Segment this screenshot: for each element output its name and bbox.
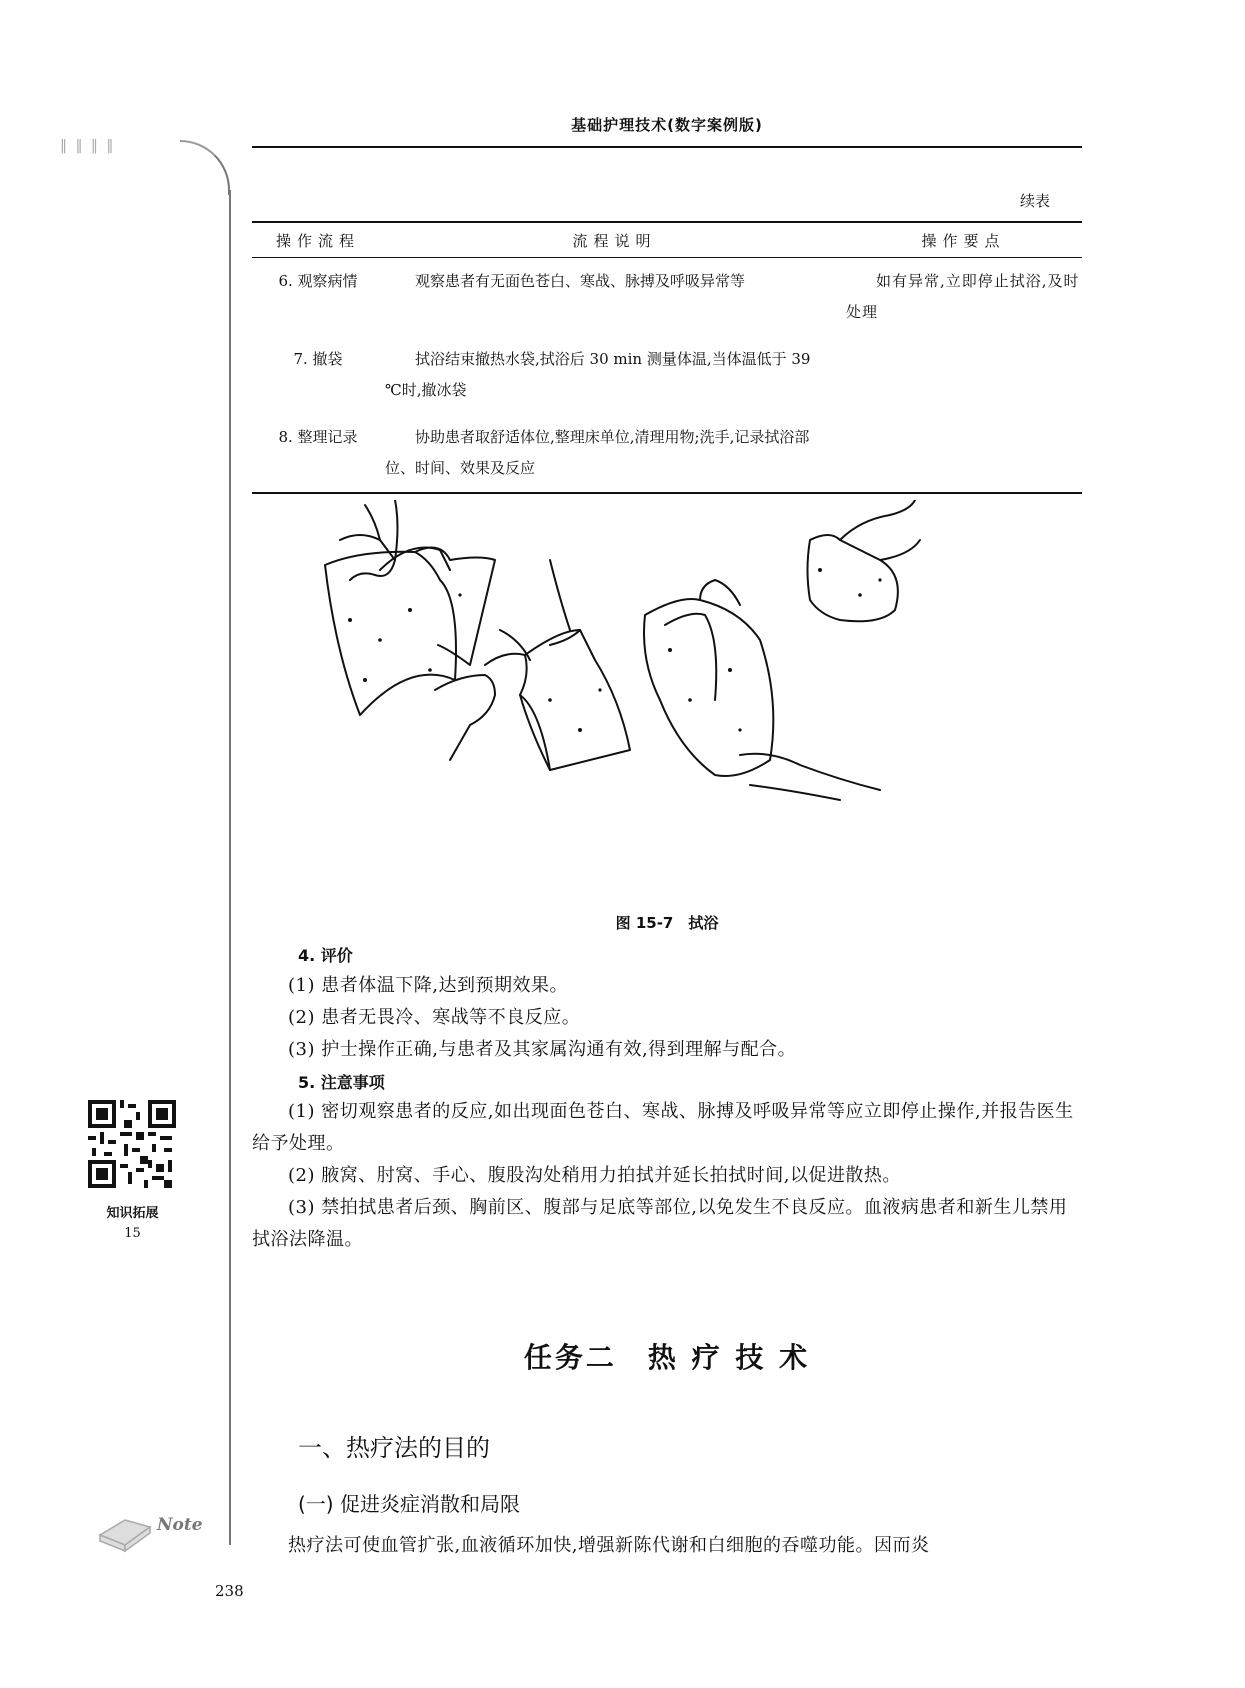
evaluation-heading: 4. 评价 [298, 946, 353, 965]
evaluation-item: (2) 患者无畏冷、寒战等不良反应。 [288, 1007, 581, 1028]
notes-item: (3) 禁拍拭患者后颈、胸前区、腹部与足底等部位,以免发生不良反应。血液病患者和新生儿禁用拭浴法降温。 [252, 1197, 1068, 1250]
section-heading: 一、热疗法的目的 [298, 1434, 490, 1462]
qr-code-image [88, 1100, 176, 1188]
column-header: 流程说明 [384, 222, 845, 258]
column-header: 操作流程 [252, 222, 384, 258]
table-row [252, 258, 1082, 337]
body-paragraph: 热疗法可使血管扩张,血液循环加快,增强新陈代谢和白细胞的吞噬功能。因而炎 [288, 1535, 930, 1556]
step-cell: 7. 撤袋 [293, 350, 343, 368]
key-cell [845, 414, 1082, 493]
table-row [252, 336, 1082, 414]
evaluation-item: (1) 患者体温下降,达到预期效果。 [288, 975, 568, 996]
evaluation-item: (3) 护士操作正确,与患者及其家属沟通有效,得到理解与配合。 [288, 1039, 797, 1060]
qr-number: 15 [124, 1226, 141, 1241]
qr-label: 知识拓展 [106, 1206, 159, 1221]
procedure-table [252, 221, 1082, 494]
task-title: 任务二 热 疗 技 术 [523, 1341, 811, 1374]
note-label: Note [157, 1515, 203, 1535]
key-cell [845, 336, 1082, 414]
margin-curve [180, 140, 230, 195]
subsection-heading: (一) 促进炎症消散和局限 [298, 1492, 520, 1516]
continued-label: 续表 [1020, 192, 1051, 210]
column-header: 操作要点 [845, 222, 1082, 258]
sponge-bath-illustration [320, 500, 1090, 900]
header-rule [252, 146, 1082, 148]
margin-rule [229, 190, 231, 1545]
table-header-row [252, 222, 1082, 258]
notes-heading: 5. 注意事项 [298, 1073, 385, 1092]
desc-cell: 拭浴结束撤热水袋,拭浴后 30 min 测量体温,当体温低于 39 ℃时,撤冰袋 [385, 350, 811, 399]
running-header: 基础护理技术(数字案例版) [571, 116, 763, 134]
figure-caption: 图 15-7 拭浴 [615, 914, 719, 932]
page-number: 238 [215, 1582, 244, 1600]
step-cell: 6. 观察病情 [278, 272, 358, 290]
notes-item: (2) 腋窝、肘窝、手心、腹股沟处稍用力拍拭并延长拍拭时间,以促进散热。 [288, 1165, 901, 1186]
desc-cell: 观察患者有无面色苍白、寒战、脉搏及呼吸异常等 [415, 272, 746, 290]
margin-decoration: ‖ ‖ ‖ ‖ [60, 138, 116, 154]
key-cell: 如有异常,立即停止拭浴,及时处理 [846, 272, 1080, 321]
notes-item: (1) 密切观察患者的反应,如出现面色苍白、寒战、脉搏及呼吸异常等应立即停止操作,并报告医生给予处理。 [252, 1101, 1074, 1154]
step-cell: 8. 整理记录 [278, 428, 358, 446]
desc-cell: 协助患者取舒适体位,整理床单位,清理用物;洗手,记录拭浴部位、时间、效果及反应 [385, 428, 810, 477]
table-row [252, 414, 1082, 493]
